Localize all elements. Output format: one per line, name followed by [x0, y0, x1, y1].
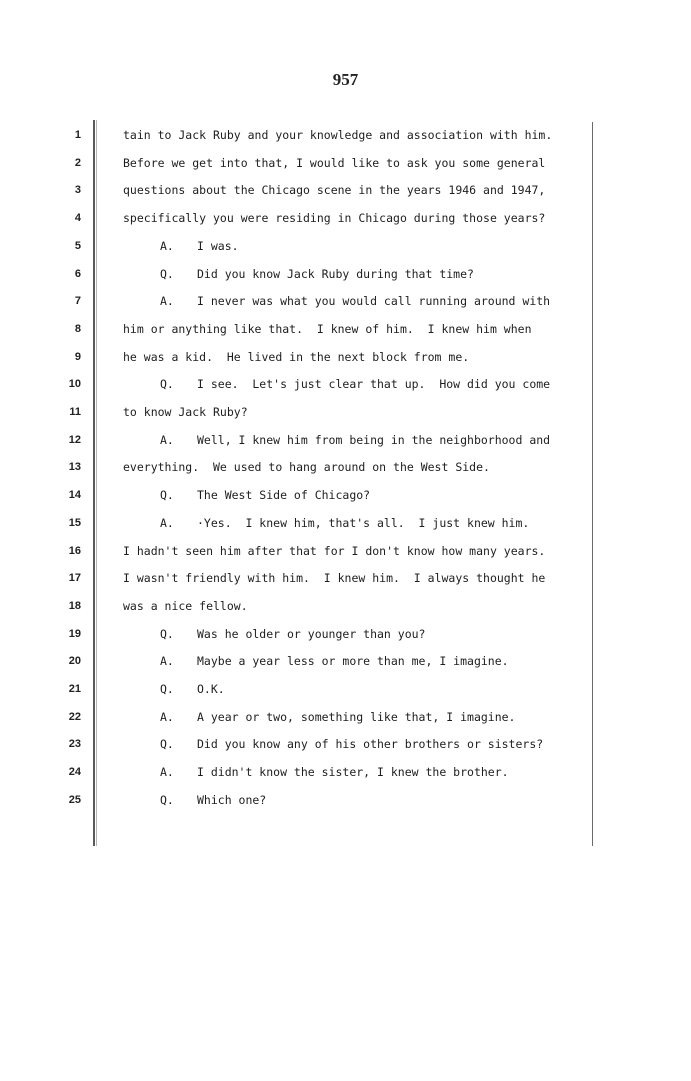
transcript-line — [123, 156, 545, 170]
line-text: he was a kid. He lived in the next block from me. — [123, 349, 470, 364]
transcript-line — [160, 682, 225, 696]
line-number: 7 — [74, 295, 81, 308]
left-margin-rule-inner — [96, 120, 97, 846]
line-number: 14 — [68, 489, 81, 502]
line-text: I didn't know the sister, I knew the brother. — [197, 765, 509, 780]
line-number: 9 — [74, 350, 81, 363]
line-number: 24 — [68, 766, 81, 779]
line-text: to know Jack Ruby? — [123, 405, 248, 419]
transcript-line — [160, 710, 516, 724]
line-text: Before we get into that, I would like to ask you some general — [123, 155, 546, 170]
line-text: O.K. — [197, 682, 225, 696]
line-number: 12 — [68, 433, 81, 446]
line-text: Well, I knew him from being in the neighborhood and — [197, 432, 551, 447]
line-number: 15 — [68, 516, 81, 529]
left-margin-rule — [93, 120, 95, 846]
speaker-marker: Q. — [160, 377, 174, 392]
transcript-line — [123, 544, 545, 558]
line-number: 4 — [74, 212, 81, 225]
transcript-line — [160, 516, 529, 530]
transcript-line — [160, 793, 266, 807]
speaker-marker: A. — [160, 654, 174, 669]
speaker-marker: Q. — [160, 488, 174, 503]
line-text: ·Yes. I knew him, that's all. I just knew him. — [197, 515, 530, 530]
line-number: 25 — [68, 793, 81, 806]
transcript-line — [123, 599, 248, 613]
speaker-marker: A. — [160, 432, 174, 447]
line-text: everything. We used to hang around on the West Side. — [123, 460, 490, 475]
line-number: 22 — [68, 710, 81, 723]
line-number: 8 — [74, 322, 81, 335]
right-margin-rule — [592, 122, 593, 846]
line-text: was a nice fellow. — [123, 598, 248, 613]
transcript-line — [123, 211, 545, 225]
line-text: I see. Let's just clear that up. How did you come — [197, 377, 551, 392]
line-text: him or anything like that. I knew of him. I knew him when — [123, 321, 532, 336]
line-text: I hadn't seen him after that for I don't know how many years. — [123, 543, 546, 558]
line-text: Did you know any of his other brothers or sisters? — [197, 737, 544, 752]
speaker-marker: Q. — [160, 737, 174, 752]
line-number: 18 — [68, 599, 81, 612]
transcript-line — [160, 737, 543, 751]
speaker-marker: Q. — [160, 792, 174, 807]
line-number: 16 — [68, 544, 81, 557]
transcript-line — [160, 239, 239, 253]
line-text: I wasn't friendly with him. I knew him. I always thought he — [123, 571, 546, 586]
transcript-line — [123, 128, 552, 142]
speaker-marker: Q. — [160, 626, 174, 641]
line-text: I never was what you would call running around with — [197, 294, 551, 309]
transcript-line — [160, 627, 425, 641]
line-number: 2 — [74, 156, 81, 169]
speaker-marker: A. — [160, 515, 174, 530]
line-number: 11 — [69, 406, 81, 418]
line-number: 10 — [68, 378, 81, 391]
line-text: A year or two, something like that, I imagine. — [197, 709, 516, 724]
transcript-line — [123, 571, 545, 585]
line-text: specifically you were residing in Chicago during those years? — [123, 211, 546, 226]
transcript-line — [123, 183, 545, 197]
line-text: Did you know Jack Ruby during that time? — [197, 266, 474, 281]
line-number: 5 — [74, 239, 81, 252]
line-text: Was he older or younger than you? — [197, 626, 426, 641]
transcript-line — [160, 294, 550, 308]
transcript-line — [160, 654, 509, 668]
transcript-line — [123, 322, 532, 336]
speaker-marker: A. — [160, 238, 174, 253]
line-number: 23 — [68, 738, 81, 751]
line-text: questions about the Chicago scene in the years 1946 and 1947, — [123, 183, 546, 198]
transcript-line — [123, 460, 490, 474]
line-number: 1 — [74, 129, 81, 141]
transcript-line — [123, 405, 248, 419]
transcript-line — [160, 433, 550, 447]
line-number: 17 — [68, 572, 81, 585]
line-text: Maybe a year less or more than me, I imagine. — [197, 654, 509, 669]
transcript-line — [160, 377, 550, 391]
line-number: 19 — [68, 627, 81, 640]
speaker-marker: A. — [160, 765, 174, 780]
transcript-line — [160, 488, 370, 502]
line-number: 13 — [68, 461, 81, 474]
speaker-marker: A. — [160, 294, 174, 309]
speaker-marker: Q. — [160, 266, 174, 281]
line-text: I was. — [197, 238, 239, 253]
line-number: 3 — [74, 184, 81, 197]
transcript-line — [123, 350, 469, 364]
speaker-marker: Q. — [160, 682, 174, 696]
speaker-marker: A. — [160, 709, 174, 724]
line-text: tain to Jack Ruby and your knowledge and association with him. — [123, 128, 553, 142]
transcript-line — [160, 765, 509, 779]
line-text: Which one? — [197, 792, 267, 807]
line-number: 6 — [74, 267, 81, 280]
page-number: 957 — [332, 70, 359, 89]
line-number: 21 — [68, 683, 81, 695]
line-number: 20 — [68, 655, 81, 668]
transcript-line — [160, 267, 474, 281]
line-text: The West Side of Chicago? — [197, 488, 371, 503]
